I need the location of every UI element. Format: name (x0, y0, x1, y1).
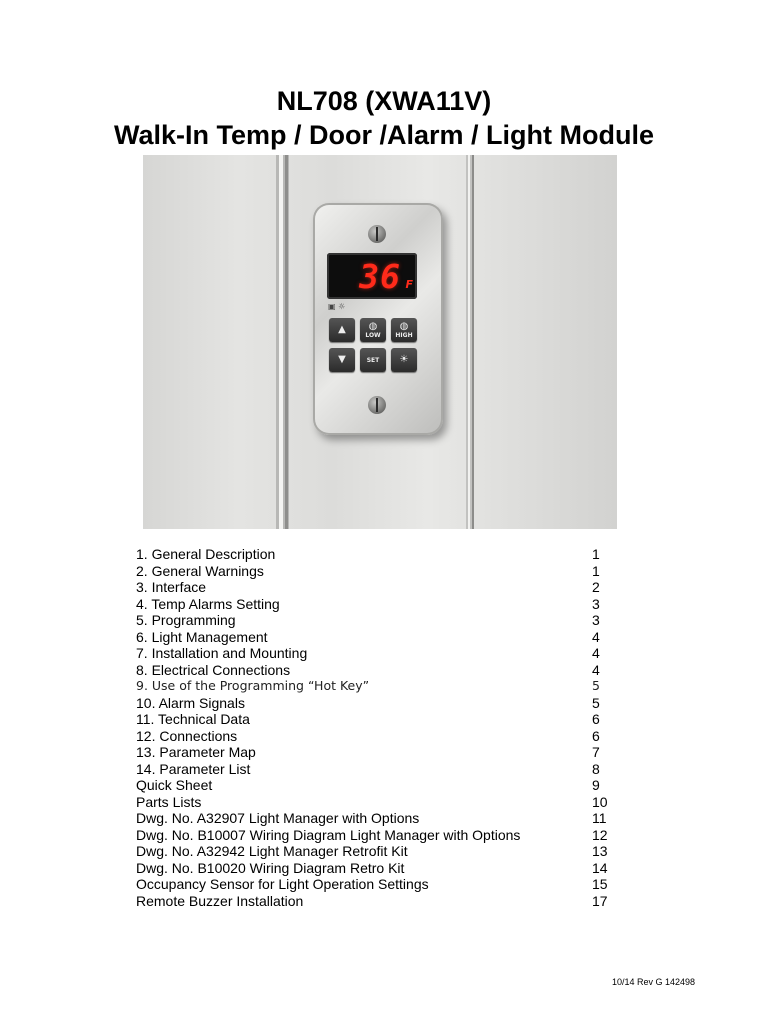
toc-entry-title: Dwg. No. B10007 Wiring Diagram Light Manager with Options (136, 826, 521, 843)
set-key: SET (360, 348, 386, 372)
toc-entry-page: 4 (592, 645, 600, 661)
toc-entry-page: 3 (592, 595, 600, 612)
toc-entry (136, 563, 606, 580)
status-indicators-icon: ▣ ☼ (328, 302, 346, 311)
toc-entry (136, 843, 606, 860)
toc-entry (136, 662, 606, 679)
toc-entry (136, 876, 606, 893)
toc-entry-title: 9. Use of the Programming “Hot Key” (136, 678, 370, 693)
toc-entry-title: 6. Light Management (136, 628, 268, 645)
controller-faceplate (313, 203, 443, 435)
toc-entry-title: 7. Installation and Mounting (136, 645, 308, 661)
table-of-contents (136, 546, 606, 909)
product-photo (143, 155, 617, 529)
toc-entry-title: Dwg. No. A32907 Light Manager with Options (136, 810, 420, 826)
temperature-display (327, 253, 417, 299)
toc-entry-page: 4 (592, 628, 600, 645)
toc-entry-page: 1 (592, 562, 600, 579)
toc-entry-page: 9 (592, 777, 600, 793)
toc-entry (136, 794, 606, 811)
toc-entry-title: Quick Sheet (136, 777, 213, 793)
document-subtitle: Walk-In Temp / Door /Alarm / Light Module (114, 120, 654, 150)
toc-entry-title: 13. Parameter Map (136, 744, 256, 760)
toc-entry-page: 8 (592, 760, 600, 777)
toc-entry-title: 2. General Warnings (136, 562, 264, 579)
toc-entry-title: Occupancy Sensor for Light Operation Settings (136, 876, 429, 892)
high-key: ◍ HIGH (391, 318, 417, 342)
toc-entry-title: 12. Connections (136, 727, 238, 744)
toc-entry-page: 4 (592, 661, 600, 678)
light-key: ☀ (391, 348, 417, 372)
toc-entry-page: 1 (592, 546, 600, 562)
toc-entry-page: 6 (592, 727, 600, 744)
screw-icon (368, 225, 386, 243)
toc-entry-page: 17 (592, 892, 608, 909)
toc-entry (136, 827, 606, 844)
low-key: ◍ LOW (360, 318, 386, 342)
toc-entry (136, 579, 606, 596)
toc-entry (136, 744, 606, 761)
toc-entry-page: 13 (592, 843, 608, 859)
toc-entry-page: 5 (592, 694, 600, 711)
toc-entry (136, 777, 606, 794)
up-key: ▲ (329, 318, 355, 342)
display-unit: F (405, 278, 413, 291)
toc-entry-page: 7 (592, 744, 600, 760)
toc-entry (136, 645, 606, 662)
screw-icon (368, 396, 386, 414)
toc-entry (136, 612, 606, 629)
toc-entry-page: 14 (592, 859, 608, 876)
toc-entry (136, 728, 606, 745)
toc-entry-title: 10. Alarm Signals (136, 694, 245, 711)
toc-entry (136, 596, 606, 613)
down-key: ▼ (329, 348, 355, 372)
toc-entry-page: 15 (592, 876, 608, 892)
toc-entry-page: 3 (592, 612, 600, 628)
toc-entry-title: 14. Parameter List (136, 760, 251, 777)
toc-entry-title: 11. Technical Data (136, 711, 250, 727)
revision-footer: 10/14 Rev G 142498 (612, 977, 696, 987)
toc-entry (136, 761, 606, 778)
toc-entry (136, 546, 606, 563)
toc-entry-page: 2 (592, 579, 600, 595)
toc-entry (136, 810, 606, 827)
toc-entry-title: 8. Electrical Connections (136, 661, 291, 678)
toc-entry-title: Remote Buzzer Installation (136, 892, 304, 909)
toc-entry-title: Parts Lists (136, 793, 202, 810)
document-title: NL708 (XWA11V) (276, 86, 492, 116)
toc-entry-title: Dwg. No. B10020 Wiring Diagram Retro Kit (136, 859, 405, 876)
toc-entry (136, 695, 606, 712)
toc-entry-page: 12 (592, 826, 608, 843)
toc-entry-title: Dwg. No. A32942 Light Manager Retrofit Kit (136, 843, 408, 859)
toc-entry (136, 629, 606, 646)
toc-entry (136, 678, 606, 695)
toc-entry-page: 5 (592, 678, 600, 693)
keypad (329, 318, 429, 372)
toc-entry-title: 5. Programming (136, 612, 236, 628)
toc-entry-title: 1. General Description (136, 546, 276, 562)
toc-entry (136, 893, 606, 910)
toc-entry-page: 11 (592, 810, 607, 826)
toc-entry (136, 711, 606, 728)
toc-entry-title: 3. Interface (136, 579, 207, 595)
toc-entry-page: 6 (592, 711, 600, 727)
toc-entry (136, 860, 606, 877)
toc-entry-page: 10 (592, 793, 608, 810)
display-value: 36 (359, 257, 401, 296)
toc-entry-title: 4. Temp Alarms Setting (136, 595, 280, 612)
